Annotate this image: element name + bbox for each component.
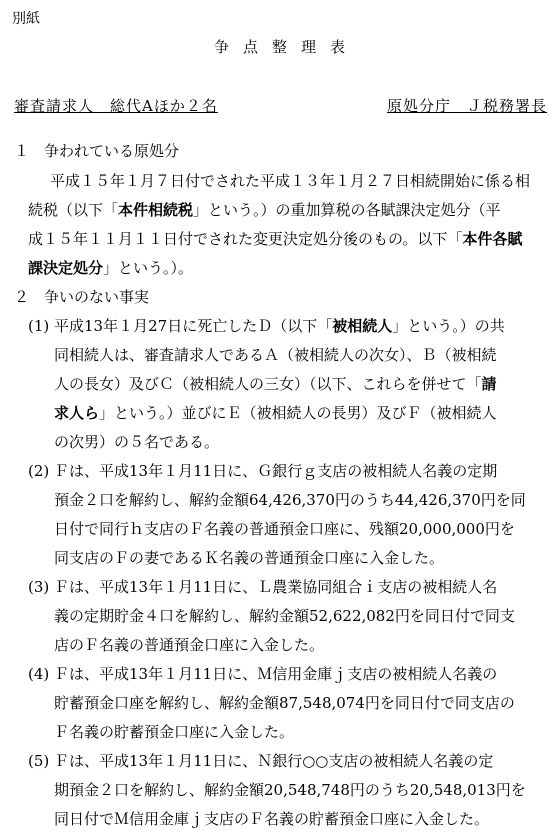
document-title: 争点整理表	[213, 38, 359, 56]
text-line	[28, 750, 493, 771]
text-line	[28, 199, 501, 220]
text-line	[28, 228, 522, 249]
text-run: 日付で同行ｈ支店のＦ名義の普通預金口座に、残額20,000,000円を	[54, 520, 515, 538]
text-run: 同相続人は、審査請求人であるＡ（被相続人の次女）、Ｂ（被相続	[54, 346, 497, 364]
text-line	[54, 692, 515, 713]
text-line	[50, 170, 530, 191]
text-run: の次男）の５名である。	[54, 433, 220, 451]
requester-label: 審査請求人 総代Aほか２名	[14, 97, 218, 115]
text-run: 」という。）の重加算税の各賦課決定処分（平	[193, 201, 501, 219]
defined-term: 課決定処分	[28, 259, 104, 277]
text-run: (4) Ｆは、平成13年１月11日に、Ｍ信用金庫ｊ支店の被相続人名義の	[28, 665, 498, 683]
defined-term: 請	[481, 375, 497, 393]
text-line	[54, 373, 497, 394]
text-line	[54, 518, 515, 539]
text-run: 続税（以下「	[28, 201, 119, 219]
text-line	[14, 286, 149, 307]
text-run: 期預金２口を解約し、解約金額20,548,748円のうち20,548,013円を	[54, 781, 526, 799]
text-line	[28, 315, 505, 336]
text-run: (5) Ｆは、平成13年１月11日に、Ｎ銀行○○支店の被相続人名義の定	[28, 752, 494, 770]
text-run: 義の定期貯金４口を解約し、解約金額52,622,082円を同日付で同支	[54, 607, 515, 625]
text-line	[28, 257, 193, 278]
text-line	[14, 140, 179, 161]
text-line	[28, 663, 497, 684]
text-line	[54, 721, 294, 742]
text-line	[54, 489, 526, 510]
authority-label: 原処分庁 Ｊ税務署長	[386, 97, 547, 115]
text-line	[54, 431, 219, 452]
text-run: 」という。）並びにＥ（被相続人の長男）及びＦ（被相続人	[99, 404, 497, 422]
text-run: 店のＦ名義の普通預金口座に入金した。	[54, 636, 325, 654]
text-line	[54, 402, 497, 423]
text-run: 平成１５年１月７日付でされた平成１３年１月２７日相続開始に係る相	[50, 172, 531, 190]
defined-term: 求人ら	[54, 404, 100, 422]
defined-term: 本件相続税	[118, 201, 194, 219]
text-line	[54, 344, 497, 365]
text-line	[54, 547, 444, 568]
defined-term: 本件各賦	[462, 230, 523, 248]
text-run: (2) Ｆは、平成13年１月11日に、Ｇ銀行ｇ支店の被相続人名義の定期	[28, 462, 498, 480]
text-run: 」という。）。	[103, 259, 194, 277]
text-run: 人の長女）及びＣ（被相続人の三女）（以下、これらを併せて「	[54, 375, 482, 393]
text-line	[54, 634, 324, 655]
attachment-label: 別紙	[12, 11, 40, 27]
text-run: 」という。）の共	[392, 317, 505, 335]
text-run: Ｆ名義の貯蓄預金口座に入金した。	[54, 723, 295, 741]
text-run: １ 争われている原処分	[14, 142, 180, 160]
text-run: ２ 争いのない事実	[14, 288, 150, 306]
defined-term: 被相続人	[332, 317, 393, 335]
text-run: (3) Ｆは、平成13年１月11日に、Ｌ農業協同組合ｉ支店の被相続人名	[28, 578, 498, 596]
text-line	[54, 808, 489, 829]
text-run: (1) 平成13年１月27日に死亡したＤ（以下「	[28, 317, 333, 335]
text-line	[54, 605, 515, 626]
text-run: 預金２口を解約し、解約金額64,426,370円のうち44,426,370円を同	[54, 491, 526, 509]
text-line	[54, 779, 526, 800]
text-line	[28, 576, 497, 597]
text-run: 同支店のＦの妻であるＫ名義の普通預金口座に入金した。	[54, 549, 445, 567]
text-run: 同日付でＭ信用金庫ｊ支店のＦ名義の貯蓄預金口座に入金した。	[54, 810, 490, 828]
text-line	[28, 460, 497, 481]
text-run: 成１５年１１月１１日付でされた変更決定処分後のもの。以下「	[28, 230, 463, 248]
text-run: 貯蓄預金口座を解約し、解約金額87,548,074円を同日付で同支店の	[54, 694, 515, 712]
